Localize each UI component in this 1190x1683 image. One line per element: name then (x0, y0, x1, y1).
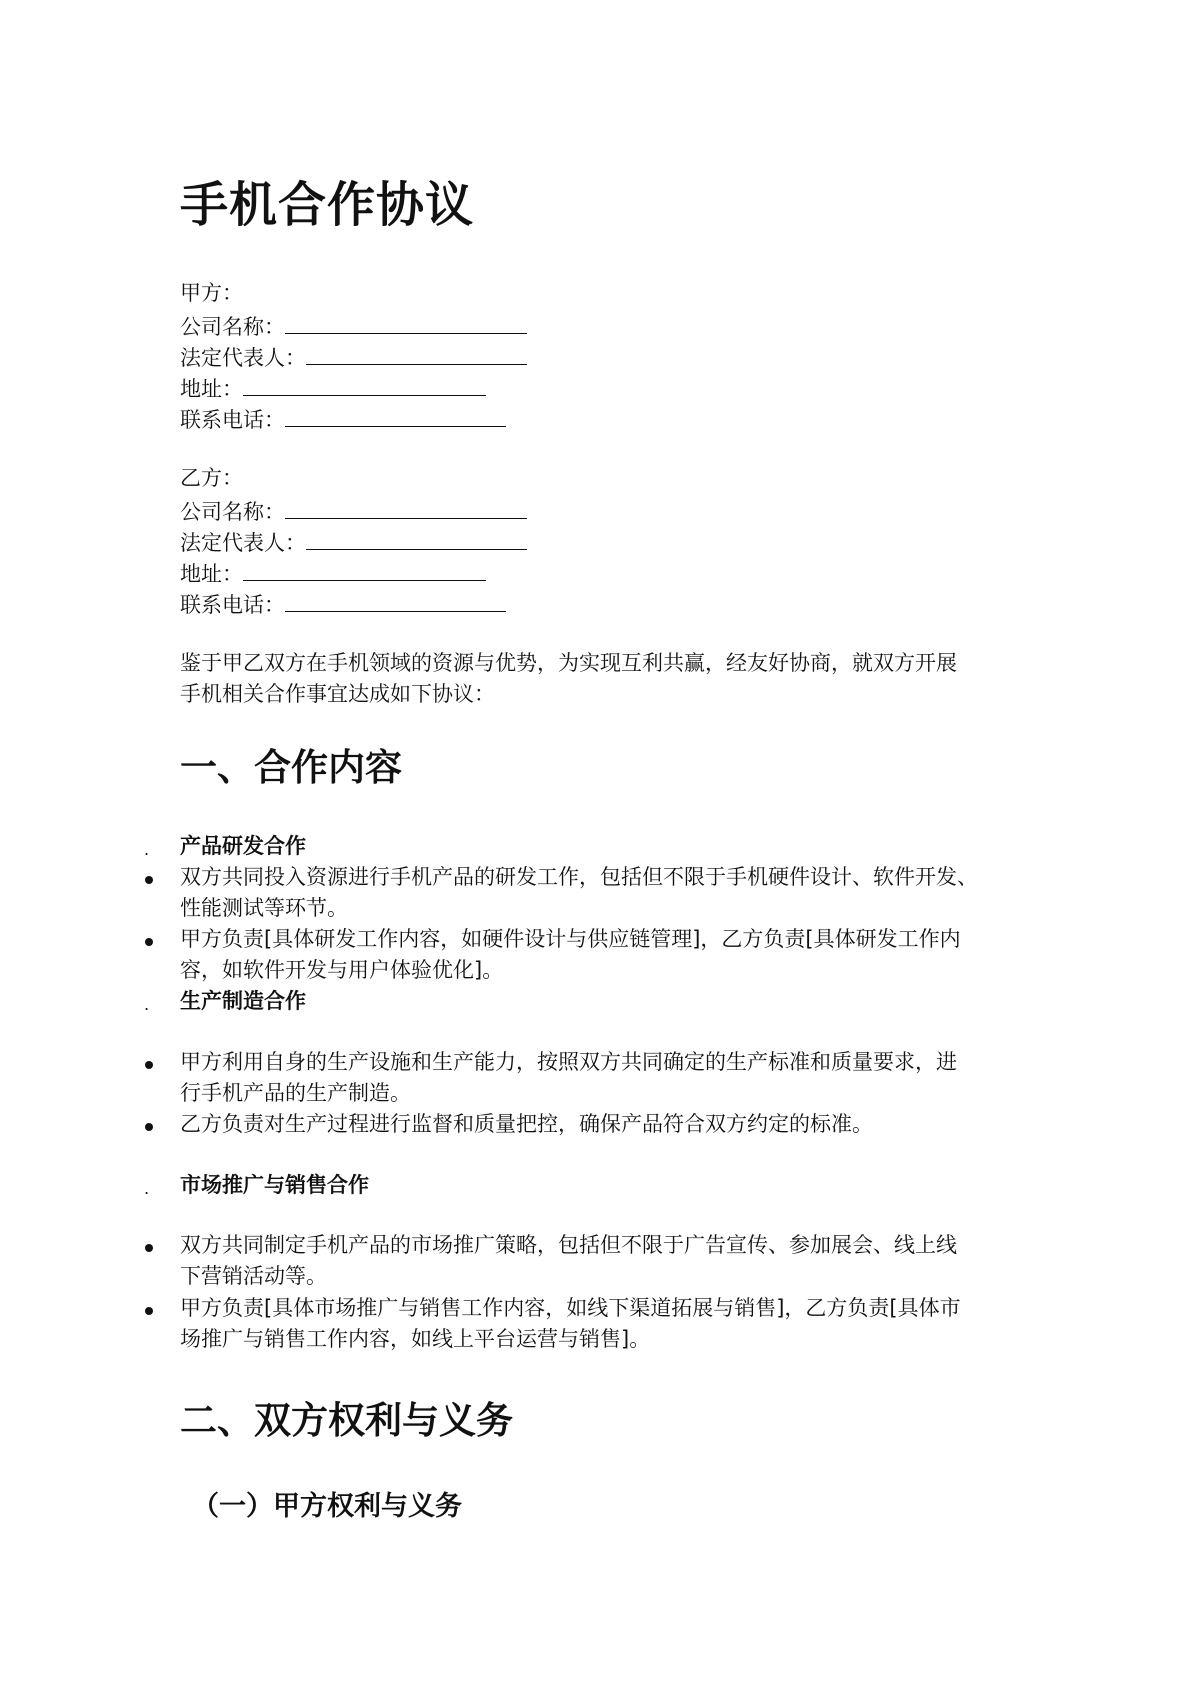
party-a-address-line (180, 371, 486, 405)
party-a-address-blank[interactable] (243, 371, 486, 396)
section-2-sub-heading: （一）甲方权利与义务 (192, 1491, 462, 1522)
sub-2-marker: . (144, 995, 150, 1014)
sub-3-bullet-2-line-1: 甲方负责[具体市场推广与销售工作内容，如线下渠道拓展与销售]，乙方负责[具体市 (180, 1296, 961, 1320)
party-b-rep-blank[interactable] (306, 525, 527, 550)
party-a-phone-blank[interactable] (285, 402, 506, 427)
sub-2-title: 生产制造合作 (180, 989, 306, 1013)
bullet-icon (145, 1244, 153, 1252)
bullet-icon (145, 1061, 153, 1069)
party-a-address-label: 地址： (180, 377, 243, 401)
party-b-rep-label: 法定代表人： (180, 531, 306, 555)
bullet-icon (145, 1307, 153, 1315)
sub-2-bullet-1-line-1: 甲方利用自身的生产设施和生产能力，按照双方共同确定的生产标准和质量要求，进 (180, 1050, 957, 1074)
party-b-company-line (180, 494, 527, 528)
party-a-company-blank[interactable] (285, 309, 527, 334)
sub-2-bullet-2-line-1: 乙方负责对生产过程进行监督和质量把控，确保产品符合双方约定的标准。 (180, 1112, 873, 1136)
sub-3-bullet-2-line-2: 场推广与销售工作内容，如线上平台运营与销售]。 (180, 1327, 651, 1351)
bullet-icon (145, 938, 153, 946)
sub-1-bullet-2-line-1: 甲方负责[具体研发工作内容，如硬件设计与供应链管理]，乙方负责[具体研发工作内 (180, 927, 961, 951)
section-1-heading: 一、合作内容 (180, 746, 402, 789)
party-b-rep-line (180, 525, 527, 559)
sub-1-title: 产品研发合作 (180, 834, 306, 858)
party-a-phone-line (180, 402, 506, 436)
party-b-phone-label: 联系电话： (180, 593, 285, 617)
party-b-heading: 乙方： (180, 466, 243, 490)
party-b-company-label: 公司名称： (180, 500, 285, 524)
bullet-icon (145, 876, 153, 884)
sub-1-bullet-1-line-2: 性能测试等环节。 (180, 896, 348, 920)
sub-1-bullet-1-line-1: 双方共同投入资源进行手机产品的研发工作，包括但不限于手机硬件设计、软件开发、 (180, 865, 978, 889)
party-a-heading: 甲方： (180, 281, 243, 305)
sub-3-bullet-1-line-2: 下营销活动等。 (180, 1264, 327, 1288)
party-b-address-label: 地址： (180, 562, 243, 586)
party-a-rep-blank[interactable] (306, 340, 527, 365)
bullet-icon (145, 1123, 153, 1131)
sub-3-marker: . (144, 1179, 150, 1198)
party-b-company-blank[interactable] (285, 494, 527, 519)
intro-line-1: 鉴于甲乙双方在手机领域的资源与优势，为实现互利共赢，经友好协商，就双方开展 (180, 651, 957, 675)
party-a-rep-line (180, 340, 527, 374)
party-a-company-label: 公司名称： (180, 315, 285, 339)
sub-1-marker: . (144, 840, 150, 859)
party-b-phone-line (180, 587, 506, 621)
party-a-phone-label: 联系电话： (180, 408, 285, 432)
sub-3-bullet-1-line-1: 双方共同制定手机产品的市场推广策略，包括但不限于广告宣传、参加展会、线上线 (180, 1233, 957, 1257)
sub-2-bullet-1-line-2: 行手机产品的生产制造。 (180, 1081, 411, 1105)
party-a-rep-label: 法定代表人： (180, 346, 306, 370)
sub-3-title: 市场推广与销售合作 (180, 1173, 369, 1197)
document-title: 手机合作协议 (180, 177, 475, 233)
section-2-heading: 二、双方权利与义务 (180, 1399, 513, 1442)
sub-1-bullet-2-line-2: 容，如软件开发与用户体验优化]。 (180, 958, 504, 982)
party-b-phone-blank[interactable] (285, 587, 506, 612)
party-b-address-blank[interactable] (243, 556, 486, 581)
intro-line-2: 手机相关合作事宜达成如下协议： (180, 682, 495, 706)
party-b-address-line (180, 556, 486, 590)
party-a-company-line (180, 309, 527, 343)
